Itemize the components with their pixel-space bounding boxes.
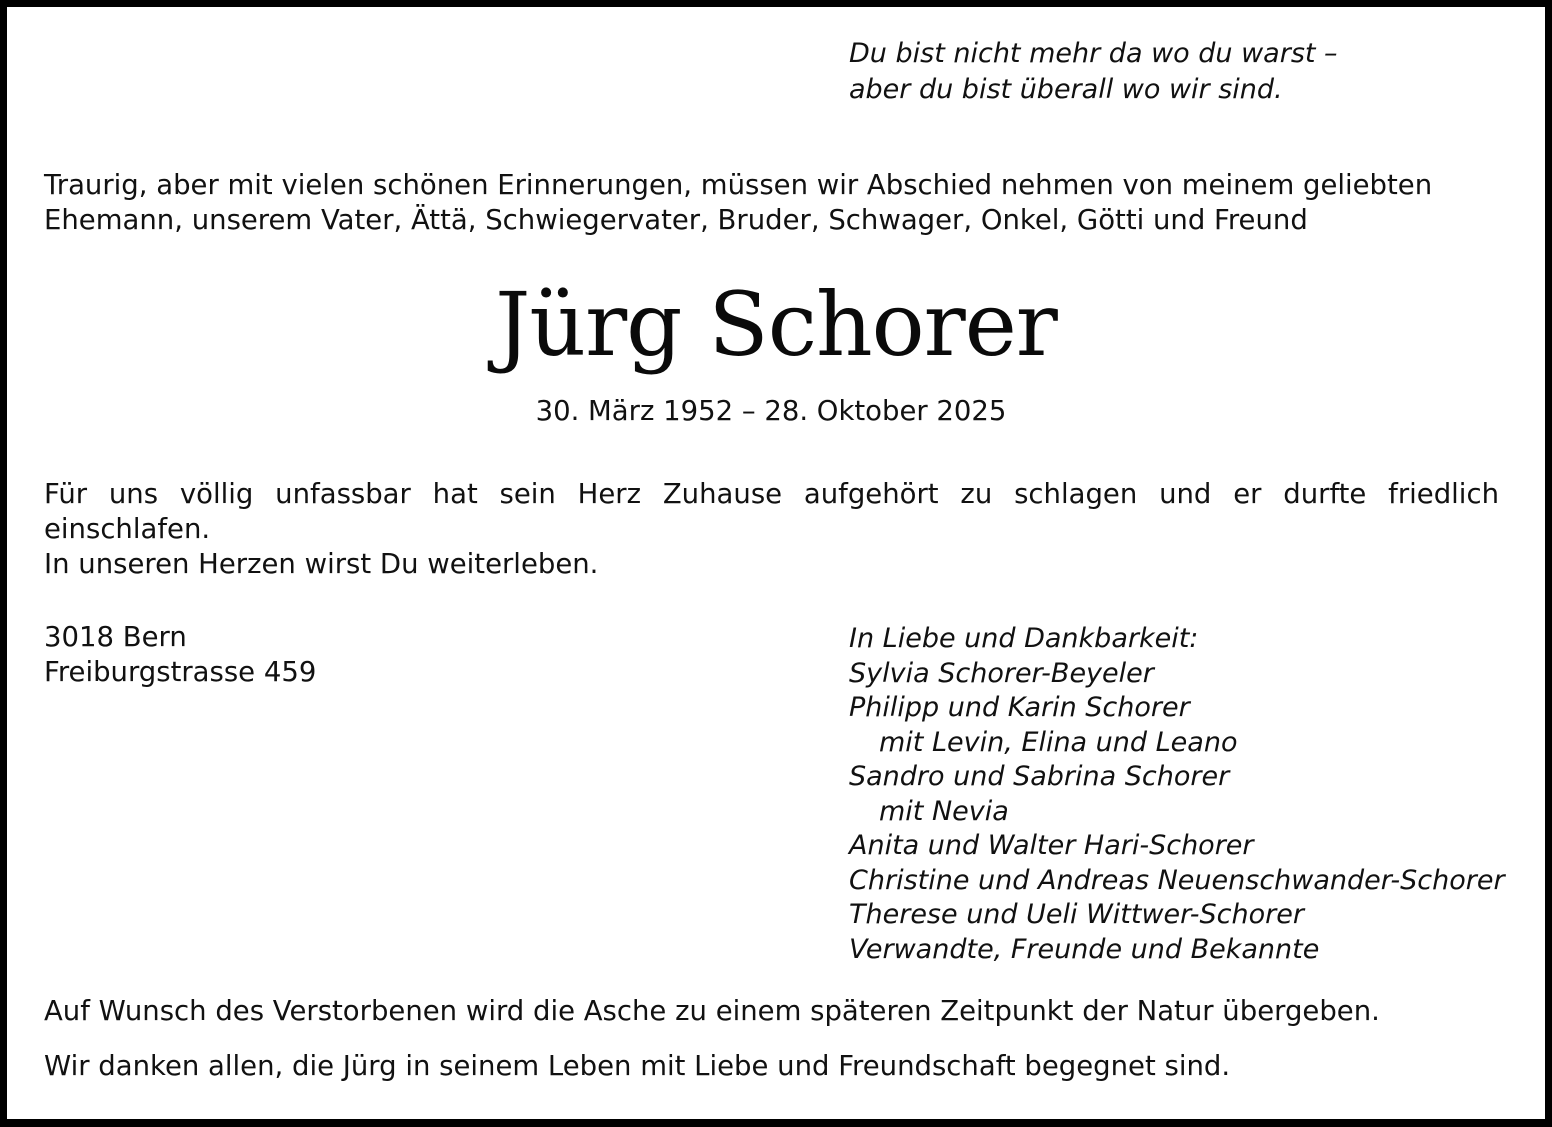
message-text xyxy=(44,477,1499,582)
intro-line-1: Traurig, aber mit vielen schönen Erinnerungen, müssen wir Abschied nehmen von meinem geliebten xyxy=(44,169,1433,201)
signer-entry-children: mit Levin, Elina und Leano xyxy=(879,726,1238,758)
message-line-3: In unseren Herzen wirst Du weiterleben. xyxy=(44,548,599,580)
signer-entry: Christine und Andreas Neuenschwander-Schorer xyxy=(849,864,1505,896)
signers-heading: In Liebe und Dankbarkeit: xyxy=(849,623,1199,654)
closing-thanks: Wir danken allen, die Jürg in seinem Leben mit Liebe und Freundschaft begegnet sind. xyxy=(44,1050,1231,1082)
address-city: 3018 Bern xyxy=(44,621,187,653)
life-dates: 30. März 1952 – 28. Oktober 2025 xyxy=(535,395,1007,427)
motto-line-2: aber du bist überall wo wir sind. xyxy=(849,74,1283,105)
motto-line-1: Du bist nicht mehr da wo du warst – xyxy=(849,38,1338,69)
address-street: Freiburgstrasse 459 xyxy=(44,656,317,688)
signer-entry-children: mit Nevia xyxy=(879,795,1009,827)
signer-entry: Anita und Walter Hari-Schorer xyxy=(849,830,1254,861)
address-block xyxy=(44,620,316,690)
deceased-name: Jürg Schorer xyxy=(495,273,1057,376)
closing-ashes-note: Auf Wunsch des Verstorbenen wird die Asche zu einem späteren Zeitpunkt der Natur übergeben. xyxy=(44,995,1380,1027)
signers-block xyxy=(849,622,1505,967)
signer-entry: Verwandte, Freunde und Bekannte xyxy=(849,933,1320,965)
intro-text xyxy=(44,168,1514,238)
message-line-2: einschlafen. xyxy=(44,513,211,545)
signer-entry: Sylvia Schorer-Beyeler xyxy=(849,657,1154,689)
message-line-1: Für uns völlig unfassbar hat sein Herz Zuhause aufgehört zu schlagen und er durfte friedlich xyxy=(44,478,1499,510)
motto-quote xyxy=(849,36,1338,108)
signer-entry: Sandro und Sabrina Schorer xyxy=(849,761,1230,792)
signer-entry: Therese und Ueli Wittwer-Schorer xyxy=(849,899,1304,930)
intro-line-2: Ehemann, unserem Vater, Ättä, Schwiegervater, Bruder, Schwager, Onkel, Götti und Freund xyxy=(44,204,1308,236)
signer-entry: Philipp und Karin Schorer xyxy=(849,692,1190,723)
